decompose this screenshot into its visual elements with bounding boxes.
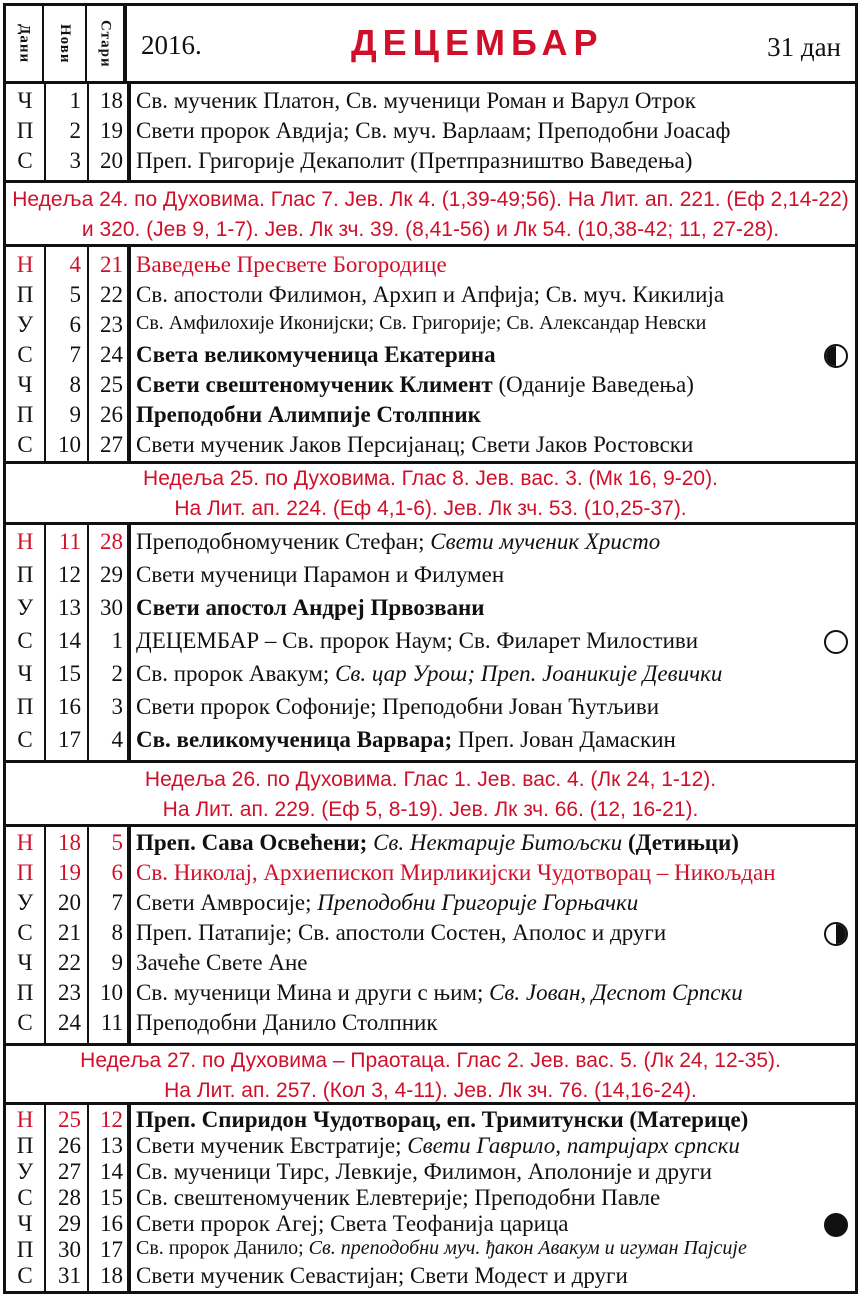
weekday: С xyxy=(17,1263,33,1288)
new-date: 20 xyxy=(58,890,81,915)
weekday: П xyxy=(16,1133,34,1158)
calendar-page xyxy=(3,3,858,1294)
feast-text: Зачеће Свете Ане xyxy=(136,950,308,975)
weekday: С xyxy=(17,920,33,945)
weekday: Ч xyxy=(17,950,33,975)
weekday: П xyxy=(16,282,34,307)
weekday: П xyxy=(16,980,34,1005)
new-date: 13 xyxy=(58,595,81,620)
readings-line: На Лит. ап. 229. (Еф 5, 8-19). Јев. Лк зч. 66. (12, 16-21). xyxy=(162,798,699,821)
new-date: 12 xyxy=(58,562,81,587)
feast-text: Преп. Григорије Декаполит (Претпразништво Ваведења) xyxy=(136,148,693,173)
sunday-readings xyxy=(6,180,855,247)
new-date: 21 xyxy=(58,920,81,945)
feast-text: Св. пророк Данило; Св. преподобни муч. ђакон Авакум и игуман Пајсије xyxy=(136,1237,747,1259)
new-date: 30 xyxy=(58,1237,81,1262)
old-date: 26 xyxy=(100,402,123,427)
column-header-days: Дани xyxy=(6,6,44,81)
new-date: 29 xyxy=(58,1211,81,1236)
new-date: 7 xyxy=(69,342,81,367)
weekday: С xyxy=(17,628,33,653)
year-label: 2016. xyxy=(141,30,202,60)
old-date: 25 xyxy=(100,372,123,397)
weekday: П xyxy=(16,860,34,885)
week-block xyxy=(6,84,855,180)
column-header-new: Нови xyxy=(44,6,87,81)
old-date: 5 xyxy=(111,830,123,855)
new-date: 26 xyxy=(58,1133,81,1158)
new-date: 24 xyxy=(58,1010,81,1035)
old-date: 3 xyxy=(111,694,123,719)
readings-line: Недеља 25. по Духовима. Глас 8. Јев. вас. 3. (Мк 16, 9-20). xyxy=(143,467,718,490)
readings-line: На Лит. ап. 224. (Еф 4,1-6). Јев. Лк зч. 53. (10,25-37). xyxy=(174,497,687,520)
week-block xyxy=(6,827,855,1043)
first-quarter-moon-icon xyxy=(824,344,848,368)
weekday: Н xyxy=(16,830,34,855)
old-date: 24 xyxy=(100,342,123,367)
full-moon-icon xyxy=(824,630,848,654)
new-date: 3 xyxy=(69,148,81,173)
new-date: 15 xyxy=(58,661,81,686)
weekday: Ч xyxy=(17,88,33,113)
new-date: 17 xyxy=(58,727,81,752)
new-moon-icon xyxy=(824,1213,848,1237)
old-date: 13 xyxy=(100,1133,123,1158)
old-date: 14 xyxy=(100,1159,123,1184)
new-date: 14 xyxy=(58,628,81,653)
feast-text: Свети мученик Евстратије; Свети Гаврило, патријарх српски xyxy=(136,1133,740,1158)
new-date: 4 xyxy=(69,252,81,277)
weekday: Н xyxy=(16,252,34,277)
new-date: 22 xyxy=(58,950,81,975)
old-date: 7 xyxy=(111,890,123,915)
old-date: 19 xyxy=(100,118,123,143)
readings-line: Недеља 26. по Духовима. Глас 1. Јев. вас. 4. (Лк 24, 1-12). xyxy=(144,768,717,791)
month-title: ДЕЦЕМБАР xyxy=(351,22,604,63)
weekday: С xyxy=(17,1010,33,1035)
new-date: 31 xyxy=(58,1263,81,1288)
new-date: 9 xyxy=(69,402,81,427)
feast-text: Свети мученик Севастијан; Свети Модест и други xyxy=(136,1263,628,1288)
weekday: С xyxy=(17,148,33,173)
readings-line: Недеља 27. по Духовима – Праотаца. Глас 2. Јев. вас. 5. (Лк 24, 12-35). xyxy=(80,1049,781,1072)
new-date: 6 xyxy=(69,312,81,337)
last-quarter-moon-icon xyxy=(824,922,848,946)
feast-text: Свети мученик Јаков Персијанац; Свети Јаков Ростовски xyxy=(136,432,694,457)
day-count: 31 дан xyxy=(767,32,841,62)
readings-line: Недеља 24. по Духовима. Глас 7. Јев. Лк 4. (1,39-49;56). На Лит. ап. 221. (Еф 2,14-22) xyxy=(12,188,849,211)
old-date: 23 xyxy=(100,312,123,337)
new-date: 5 xyxy=(69,282,81,307)
sunday-readings xyxy=(6,461,855,525)
week-block xyxy=(6,1105,855,1291)
new-date: 28 xyxy=(58,1185,81,1210)
weekday: П xyxy=(16,402,34,427)
old-date: 21 xyxy=(100,252,123,277)
old-date: 12 xyxy=(100,1107,123,1132)
weekday: П xyxy=(16,694,34,719)
weekday: Ч xyxy=(17,1211,33,1236)
feast-text: Св. свештеномученик Елевтерије; Преподобни Павле xyxy=(136,1185,661,1210)
old-date: 28 xyxy=(100,529,123,554)
feast-text: Преп. Спиридон Чудотворац, еп. Тримитунски (Материце) xyxy=(136,1107,749,1132)
feast-text: ДЕЦЕМБАР – Св. пророк Наум; Св. Филарет Милостиви xyxy=(136,628,699,653)
feast-text: Св. великомученица Варвара; Преп. Јован Дамаскин xyxy=(136,727,676,752)
new-date: 11 xyxy=(58,529,81,554)
feast-text: Преп. Патапије; Св. апостоли Состен, Аполос и други xyxy=(136,920,667,945)
weekday: У xyxy=(16,312,34,337)
sunday-readings xyxy=(6,1043,855,1105)
new-date: 2 xyxy=(69,118,81,143)
weekday: У xyxy=(16,890,34,915)
feast-text: Преподобни Алимпије Столпник xyxy=(136,402,481,427)
new-date: 16 xyxy=(58,694,81,719)
readings-line: и 320. (Јев 9, 1-7). Јев. Лк зч. 39. (8,41-56) и Лк 54. (10,38-42; 11, 27-28). xyxy=(81,218,780,241)
feast-text: Свети апостол Андреј Првозвани xyxy=(136,595,485,620)
old-date: 20 xyxy=(100,148,123,173)
feast-text: Преподобни Данило Столпник xyxy=(136,1010,438,1035)
feast-text: Свети свештеномученик Климент (Оданије Ваведења) xyxy=(136,372,694,397)
weekday: С xyxy=(17,432,33,457)
feast-text: Ваведење Пресвете Богородице xyxy=(136,252,447,277)
old-date: 16 xyxy=(100,1211,123,1236)
feast-text: Св. мученик Платон, Св. мученици Роман и Варул Отрок xyxy=(136,88,696,113)
calendar-header xyxy=(6,6,855,84)
old-date: 4 xyxy=(111,727,123,752)
old-date: 1 xyxy=(111,628,123,653)
weekday: У xyxy=(16,1159,34,1184)
feast-text: Св. пророк Авакум; Св. цар Урош; Преп. Јоаникије Девички xyxy=(136,661,723,686)
weekday: С xyxy=(17,727,33,752)
old-date: 27 xyxy=(100,432,123,457)
weekday: П xyxy=(16,1237,34,1262)
column-header-old: Стари xyxy=(87,6,127,81)
week-block xyxy=(6,525,855,760)
feast-text: Преп. Сава Освећени; Св. Нектарије Битољски (Детињци) xyxy=(136,830,739,855)
new-date: 1 xyxy=(69,88,81,113)
new-date: 23 xyxy=(58,980,81,1005)
feast-text: Св. мученици Мина и други с њим; Св. Јован, Деспот Српски xyxy=(136,980,743,1005)
week-block xyxy=(6,247,855,461)
feast-text: Свети пророк Софоније; Преподобни Јован Ћутљиви xyxy=(136,694,660,719)
feast-text: Свети пророк Агеј; Света Теофанија царица xyxy=(136,1211,569,1236)
readings-line: На Лит. ап. 257. (Кол 3, 4-11). Јев. Лк зч. 76. (14,16-24). xyxy=(164,1079,697,1102)
weekday: П xyxy=(16,562,34,587)
old-date: 9 xyxy=(111,950,123,975)
feast-text: Св. апостоли Филимон, Архип и Апфија; Св. муч. Кикилија xyxy=(136,282,725,307)
old-date: 6 xyxy=(111,860,123,885)
old-date: 8 xyxy=(111,920,123,945)
old-date: 18 xyxy=(100,88,123,113)
old-date: 10 xyxy=(100,980,123,1005)
weekday: Ч xyxy=(17,372,33,397)
old-date: 22 xyxy=(100,282,123,307)
feast-text: Свети пророк Авдија; Св. муч. Варлаам; Преподобни Јоасаф xyxy=(136,118,731,143)
sunday-readings xyxy=(6,760,855,827)
weekday: У xyxy=(16,595,34,620)
weekday: С xyxy=(17,1185,33,1210)
weekday: Н xyxy=(16,1107,34,1132)
new-date: 25 xyxy=(58,1107,81,1132)
new-date: 19 xyxy=(58,860,81,885)
old-date: 2 xyxy=(111,661,123,686)
feast-text: Св. Николај, Архиепископ Мирликијски Чудотворац – Никољдан xyxy=(136,860,776,885)
old-date: 30 xyxy=(100,595,123,620)
feast-text: Свети Амвросије; Преподобни Григорије Горњачки xyxy=(136,890,639,915)
weekday: П xyxy=(16,118,34,143)
feast-text: Св. мученици Тирс, Левкије, Филимон, Аполоније и други xyxy=(136,1159,712,1184)
new-date: 18 xyxy=(58,830,81,855)
feast-text: Свети мученици Парамон и Филумен xyxy=(136,562,505,587)
new-date: 10 xyxy=(58,432,81,457)
old-date: 18 xyxy=(100,1263,123,1288)
old-date: 15 xyxy=(100,1185,123,1210)
new-date: 27 xyxy=(58,1159,81,1184)
feast-text: Света великомученица Екатерина xyxy=(136,342,496,367)
old-date: 29 xyxy=(100,562,123,587)
weekday: С xyxy=(17,342,33,367)
old-date: 11 xyxy=(100,1010,123,1035)
feast-text: Св. Амфилохије Иконијски; Св. Григорије; Св. Александар Невски xyxy=(136,312,707,334)
weekday: Ч xyxy=(17,661,33,686)
old-date: 17 xyxy=(100,1237,123,1262)
weekday: Н xyxy=(16,529,34,554)
new-date: 8 xyxy=(69,372,81,397)
feast-text: Преподобномученик Стефан; Свети мученик Христо xyxy=(136,529,661,554)
